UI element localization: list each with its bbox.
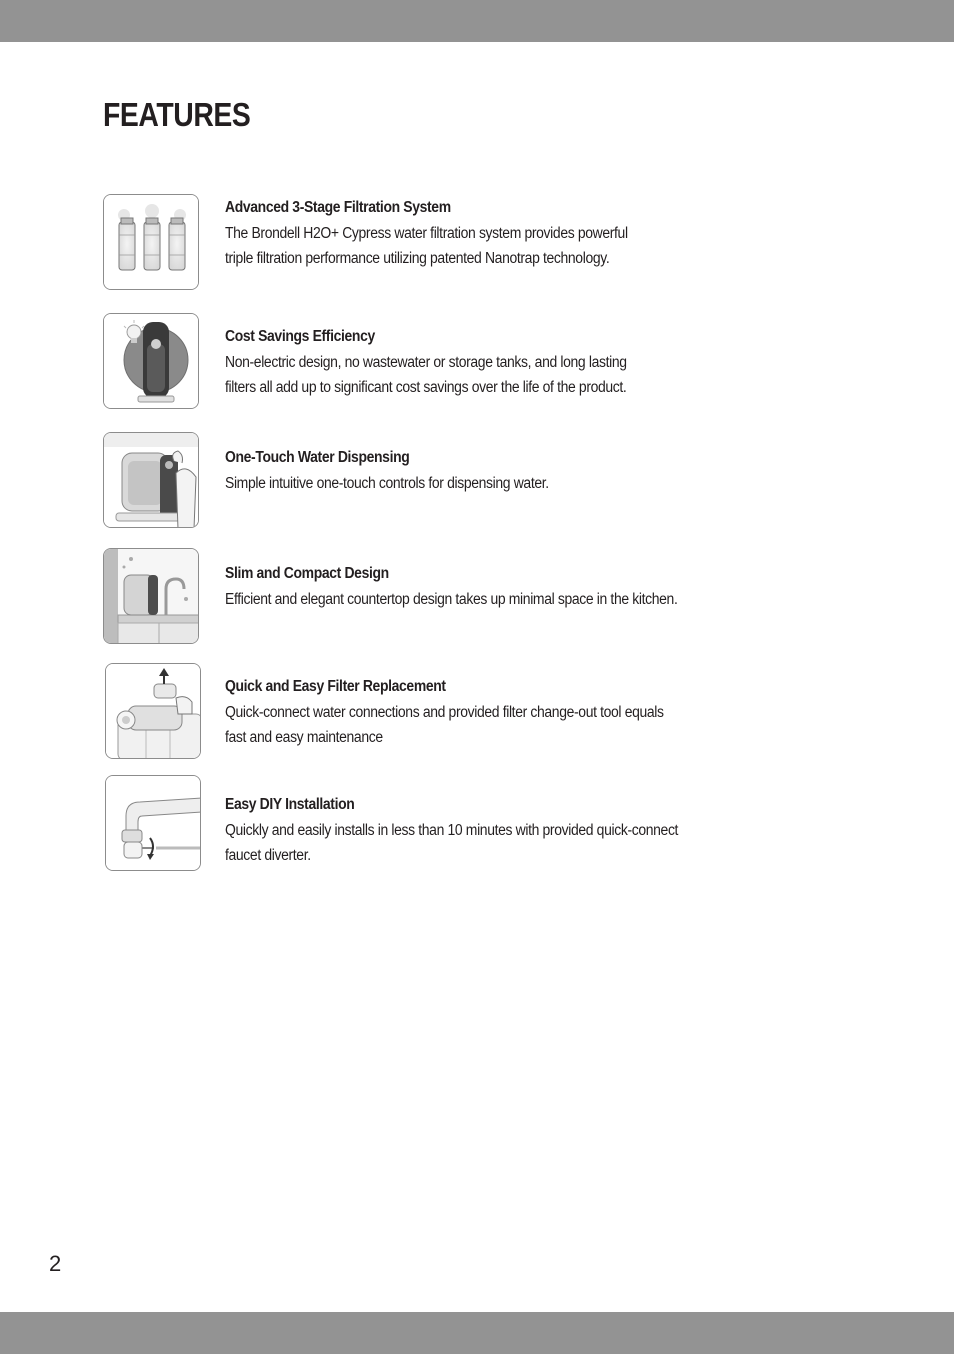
filter-replacement-icon [105,663,201,759]
feature-description: Non-electric design, no wastewater or storage tanks, and long lasting filters all add up to significant cost savings over the life of the product. [225,354,627,396]
hand-dispensing-icon [103,432,199,528]
feature-heading: Advanced 3-Stage Filtration System [225,199,451,216]
feature-description: Simple intuitive one-touch controls for dispensing water. [225,475,549,492]
feature-heading: Cost Savings Efficiency [225,328,375,345]
feature-heading: Slim and Compact Design [225,565,389,582]
filter-unit-lightbulb-icon [103,313,199,409]
feature-description: Efficient and elegant countertop design takes up minimal space in the kitchen. [225,591,678,608]
feature-heading: One-Touch Water Dispensing [225,449,410,466]
feature-description: Quickly and easily installs in less than 10 minutes with provided quick-connect faucet diverter. [225,822,679,864]
footer-bar [0,1312,954,1354]
countertop-unit-icon [103,548,199,644]
feature-heading: Easy DIY Installation [225,796,355,813]
feature-description: The Brondell H2O+ Cypress water filtration system provides powerful triple filtration performance utilizing patented Nanotrap technology. [225,225,628,267]
faucet-diverter-icon [105,775,201,871]
page-title: FEATURES [103,96,251,133]
page-number: 2 [49,1251,62,1276]
header-bar [0,0,954,42]
three-filters-icon [103,194,199,290]
feature-heading: Quick and Easy Filter Replacement [225,678,446,695]
feature-description: Quick-connect water connections and provided filter change-out tool equals fast and easy maintenance [225,704,664,746]
